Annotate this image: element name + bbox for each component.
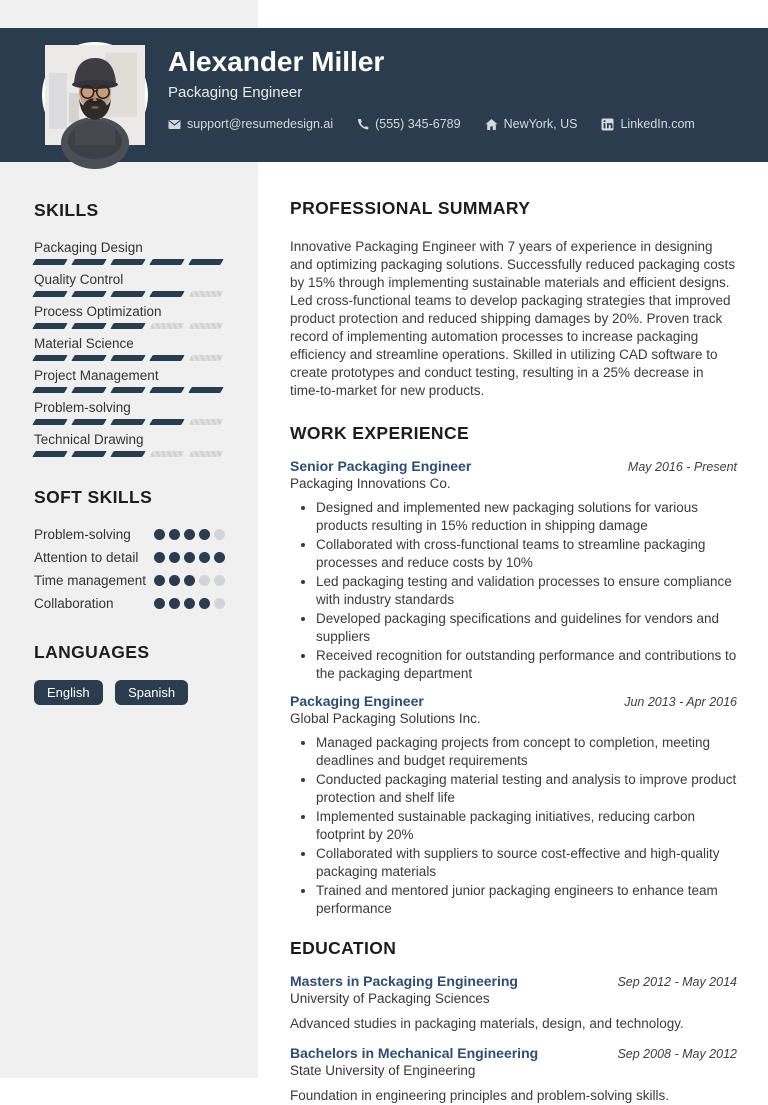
skill-bar-segment-filled <box>110 387 145 393</box>
person-job-title: Packaging Engineer <box>168 84 303 101</box>
contact-linkedin-text: LinkedIn.com <box>620 117 695 131</box>
skill-bar-segment-filled <box>32 387 67 393</box>
summary-paragraph: Innovative Packaging Engineer with 7 years of experience in designing and optimizing packaging solutions. Successfully reduced packaging costs by 15% through implementing sustainable materials and efficient designs. Led cross-functional teams to develop packaging strategies that improved product protection and reduced shipping damages by 20%. Proven track record of implementing automation processes to increase packaging efficiency and streamline operations. Skilled in utilizing CAD software to create prototypes and conduct testing, resulting in a 25% decrease in time-to-market for new products. <box>290 239 736 398</box>
skill-label: Packaging Design <box>34 240 143 255</box>
degree-title: Masters in Packaging Engineering <box>290 973 518 989</box>
rating-dot-filled <box>199 598 210 609</box>
skill-bar-segment-filled <box>32 419 67 425</box>
soft-skill-item <box>34 526 225 543</box>
email-icon <box>168 118 181 131</box>
soft-skill-label: Collaboration <box>34 596 114 611</box>
skill-bar <box>34 259 225 265</box>
education-dates: Sep 2008 - May 2012 <box>617 1047 737 1061</box>
rating-dot-filled <box>154 529 165 540</box>
job-bullet: • Implemented sustainable packaging initiatives, reducing carbon footprint by 20% <box>316 808 737 843</box>
skill-label: Process Optimization <box>34 304 162 319</box>
skill-bar-segment-filled <box>149 355 184 361</box>
soft-skill-dots <box>154 526 225 540</box>
job-bullet-list <box>290 499 737 682</box>
skill-label: Material Science <box>34 336 134 351</box>
skill-bar <box>34 419 225 425</box>
education-school: State University of Engineering <box>290 1063 476 1078</box>
job-bullet: • Conducted packaging material testing and analysis to improve product protection and shelf life <box>316 771 737 806</box>
skill-label: Project Management <box>34 368 159 383</box>
rating-dot-empty <box>214 529 225 540</box>
soft-skill-item <box>34 595 225 612</box>
soft-skill-label: Problem-solving <box>34 527 131 542</box>
rating-dot-empty <box>214 598 225 609</box>
skill-bar-segment-filled <box>110 419 145 425</box>
soft-skill-dots <box>154 572 225 586</box>
degree-title: Bachelors in Mechanical Engineering <box>290 1045 539 1061</box>
skill-bar-segment-filled <box>188 259 223 265</box>
skill-bar-segment-filled <box>71 355 106 361</box>
education-description: Foundation in engineering principles and problem-solving skills. <box>290 1088 669 1103</box>
job-title: Senior Packaging Engineer <box>290 458 472 474</box>
soft-skill-item <box>34 549 225 566</box>
rating-dot-empty <box>199 575 210 586</box>
skill-bar-segment-filled <box>110 451 145 457</box>
language-badge: Spanish <box>115 680 188 705</box>
education-description: Advanced studies in packaging materials, design, and technology. <box>290 1016 684 1031</box>
languages-list <box>34 680 225 705</box>
skill-bar-segment-filled <box>32 291 67 297</box>
job-entry <box>290 458 737 682</box>
skill-bar-segment-filled <box>32 451 67 457</box>
rating-dot-filled <box>154 575 165 586</box>
skill-bar-segment-filled <box>110 323 145 329</box>
skill-item <box>34 303 225 329</box>
job-bullet: • Developed packaging specifications and guidelines for vendors and suppliers <box>316 610 737 645</box>
skill-bar-segment-filled <box>149 291 184 297</box>
skill-bar <box>34 451 225 457</box>
job-bullet: • Trained and mentored junior packaging engineers to enhance team performance <box>316 882 737 917</box>
main-column <box>290 0 737 1105</box>
skill-bar-segment-empty <box>149 451 184 457</box>
language-badge: English <box>34 680 103 705</box>
job-entry-head <box>290 458 737 475</box>
skill-bar-segment-filled <box>149 387 184 393</box>
skill-item <box>34 431 225 457</box>
languages-section <box>34 642 225 705</box>
skill-bar-segment-filled <box>32 323 67 329</box>
skill-bar-segment-filled <box>71 387 106 393</box>
avatar-illustration <box>45 45 145 145</box>
skill-bar <box>34 387 225 393</box>
skills-heading: SKILLS <box>34 200 99 220</box>
rating-dot-filled <box>184 529 195 540</box>
job-company: Global Packaging Solutions Inc. <box>290 711 481 726</box>
skill-bar-segment-filled <box>71 291 106 297</box>
skill-bar-segment-empty <box>188 419 223 425</box>
education-entry-head <box>290 973 737 990</box>
profile-photo <box>42 42 148 148</box>
skill-label: Problem-solving <box>34 400 131 415</box>
rating-dot-filled <box>214 552 225 563</box>
skill-bar-segment-empty <box>188 355 223 361</box>
skill-bar-segment-filled <box>110 291 145 297</box>
skill-bar-segment-filled <box>32 355 67 361</box>
job-entry-head <box>290 693 737 710</box>
skill-item <box>34 367 225 393</box>
rating-dot-filled <box>169 598 180 609</box>
contact-email-text: support@resumedesign.ai <box>187 117 334 131</box>
skill-bar-segment-filled <box>71 323 106 329</box>
job-bullet: • Designed and implemented new packaging solutions for various products resulting in 15% reduction in shipping damage <box>316 499 737 534</box>
skill-bar <box>34 355 225 361</box>
rating-dot-filled <box>169 575 180 586</box>
rating-dot-filled <box>154 598 165 609</box>
rating-dot-empty <box>214 575 225 586</box>
skill-item <box>34 239 225 265</box>
rating-dot-filled <box>199 529 210 540</box>
skills-list <box>34 239 225 457</box>
soft-skill-label: Attention to detail <box>34 550 139 565</box>
job-bullet: • Led packaging testing and validation processes to ensure compliance with industry standards <box>316 573 737 608</box>
education-entry-head <box>290 1045 737 1062</box>
soft-skill-dots <box>154 595 225 609</box>
skill-label: Technical Drawing <box>34 432 144 447</box>
education-dates: Sep 2012 - May 2014 <box>617 975 737 989</box>
skill-item <box>34 271 225 297</box>
sidebar <box>0 162 258 705</box>
job-bullet: • Collaborated with suppliers to source cost-effective and high-quality packaging materials <box>316 845 737 880</box>
education-school: University of Packaging Sciences <box>290 991 490 1006</box>
rating-dot-filled <box>154 552 165 563</box>
education-entry <box>290 973 737 1033</box>
person-name: Alexander Miller <box>168 46 385 77</box>
skill-bar-segment-filled <box>32 259 67 265</box>
job-company: Packaging Innovations Co. <box>290 476 451 491</box>
summary-heading: PROFESSIONAL SUMMARY <box>290 198 531 218</box>
skill-bar-segment-filled <box>188 387 223 393</box>
soft-skills-heading: SOFT SKILLS <box>34 487 153 507</box>
job-bullet: • Received recognition for outstanding performance and contributions to the packaging department <box>316 647 737 682</box>
skill-bar-segment-filled <box>71 419 106 425</box>
skill-bar <box>34 291 225 297</box>
skill-bar-segment-empty <box>188 323 223 329</box>
job-bullet-list <box>290 734 737 917</box>
job-dates: Jun 2013 - Apr 2016 <box>624 695 737 709</box>
job-title: Packaging Engineer <box>290 693 424 709</box>
rating-dot-filled <box>169 552 180 563</box>
skill-bar-segment-filled <box>149 259 184 265</box>
skill-bar-segment-empty <box>188 291 223 297</box>
rating-dot-filled <box>184 598 195 609</box>
job-entry <box>290 693 737 917</box>
skill-bar-segment-filled <box>110 355 145 361</box>
skill-item <box>34 399 225 425</box>
education-heading: EDUCATION <box>290 938 397 958</box>
skill-bar-segment-empty <box>188 451 223 457</box>
skill-item <box>34 335 225 361</box>
rating-dot-filled <box>169 529 180 540</box>
rating-dot-filled <box>199 552 210 563</box>
job-bullet: • Managed packaging projects from concept to completion, meeting deadlines and budget requirements <box>316 734 737 769</box>
skill-bar-segment-empty <box>149 323 184 329</box>
languages-heading: LANGUAGES <box>34 642 150 662</box>
rating-dot-filled <box>184 552 195 563</box>
job-bullet: • Collaborated with cross-functional teams to streamline packaging processes and reduce costs by 10% <box>316 536 737 571</box>
education-entry <box>290 1045 737 1105</box>
contact-phone-text: (555) 345-6789 <box>375 117 461 131</box>
contact-location-text: NewYork, US <box>503 117 578 131</box>
skill-bar <box>34 323 225 329</box>
skill-label: Quality Control <box>34 272 124 287</box>
rating-dot-filled <box>184 575 195 586</box>
soft-skill-item <box>34 572 225 589</box>
soft-skills-section <box>34 487 225 612</box>
skill-bar-segment-filled <box>110 259 145 265</box>
skill-bar-segment-filled <box>149 419 184 425</box>
soft-skill-label: Time management <box>34 573 147 588</box>
job-dates: May 2016 - Present <box>627 460 737 474</box>
work-experience-heading: WORK EXPERIENCE <box>290 423 470 443</box>
soft-skill-dots <box>154 549 225 563</box>
skill-bar-segment-filled <box>71 451 106 457</box>
skill-bar-segment-filled <box>71 259 106 265</box>
